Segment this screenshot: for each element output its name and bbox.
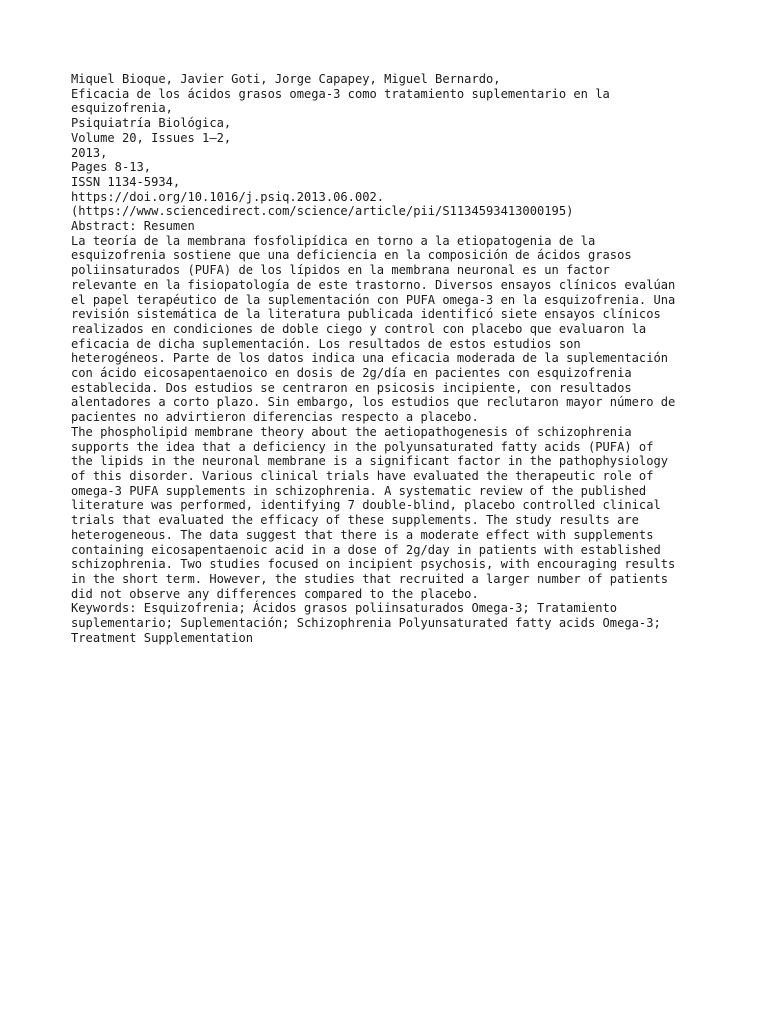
abstract-es-line: relevante en la fisiopatología de este trastorno. Diversos ensayos clínicos evalúan [71, 277, 676, 292]
abstract-es-line: establecida. Dos estudios se centraron en psicosis incipiente, con resultados [71, 380, 632, 395]
abstract-es-line: poliinsaturados (PUFA) de los lípidos en la membrana neuronal es un factor [71, 263, 610, 278]
keywords-line: suplementario; Suplementación; Schizophrenia Polyunsaturated fatty acids Omega-3; [71, 616, 661, 631]
abstract-en-line: in the short term. However, the studies that recruited a larger number of patients [71, 571, 669, 586]
doi-line: https://doi.org/10.1016/j.psiq.2013.06.002. [71, 189, 385, 204]
abstract-en-line: of this disorder. Various clinical trials have evaluated the therapeutic role of [71, 468, 654, 483]
abstract-es-line: con ácido eicosapentaenoico en dosis de 2g/día en pacientes con esquizofrenia [71, 366, 632, 381]
title-line-1: Eficacia de los ácidos grasos omega-3 como tratamiento suplementario en la [71, 86, 610, 101]
pages-line: Pages 8-13, [71, 160, 152, 175]
abstract-spanish [71, 234, 728, 425]
abstract-label: Abstract: Resumen [71, 219, 195, 234]
year-line: 2013, [71, 145, 108, 160]
abstract-english [71, 425, 728, 601]
url-line: (https://www.sciencedirect.com/science/article/pii/S1134593413000195) [71, 204, 574, 219]
authors-line: Miquel Bioque, Javier Goti, Jorge Capapey, Miguel Bernardo, [71, 72, 501, 86]
keywords-block [71, 601, 728, 645]
abstract-es-line: La teoría de la membrana fosfolipídica en torno a la etiopatogenia de la [71, 233, 596, 248]
abstract-en-line: trials that evaluated the efficacy of these supplements. The study results are [71, 513, 639, 528]
abstract-en-line: The phospholipid membrane theory about the aetiopathogenesis of schizophrenia [71, 424, 632, 439]
journal-line: Psiquiatría Biológica, [71, 116, 232, 131]
abstract-es-line: esquizofrenia sostiene que una deficiencia en la composición de ácidos grasos [71, 248, 632, 263]
abstract-es-line: eficacia de dicha suplementación. Los resultados de estos estudios son [71, 336, 581, 351]
abstract-en-line: containing eicosapentaenoic acid in a dose of 2g/day in patients with established [71, 542, 661, 557]
abstract-es-line: pacientes no advirtieron diferencias respecto a placebo. [71, 410, 479, 425]
title-line-2: esquizofrenia, [71, 101, 173, 116]
abstract-en-line: did not observe any differences compared to the placebo. [71, 586, 479, 601]
abstract-en-line: the lipids in the neuronal membrane is a significant factor in the pathophysiology [71, 454, 669, 469]
abstract-es-line: realizados en condiciones de doble ciego y control con placebo que evaluaron la [71, 321, 647, 336]
abstract-en-line: literature was performed, identifying 7 double-blind, placebo controlled clinical [71, 498, 661, 513]
abstract-es-line: alentadores a corto plazo. Sin embargo, los estudios que reclutaron mayor número de [71, 395, 676, 410]
abstract-es-line: revisión sistemática de la literatura publicada identificó siete ensayos clínicos [71, 307, 661, 322]
keywords-line: Treatment Supplementation [71, 630, 254, 645]
issn-line: ISSN 1134-5934, [71, 174, 181, 189]
citation-block [71, 72, 728, 234]
abstract-es-line: el papel terapéutico de la suplementación con PUFA omega-3 en la esquizofrenia. Una [71, 292, 676, 307]
volume-line: Volume 20, Issues 1–2, [71, 130, 232, 145]
abstract-en-line: omega-3 PUFA supplements in schizophrenia. A systematic review of the published [71, 483, 647, 498]
abstract-en-line: heterogeneous. The data suggest that there is a moderate effect with supplements [71, 527, 654, 542]
keywords-line: Keywords: Esquizofrenia; Ácidos grasos poliinsaturados Omega-3; Tratamiento [71, 601, 618, 616]
abstract-en-line: supports the idea that a deficiency in the polyunsaturated fatty acids (PUFA) of [71, 439, 654, 454]
abstract-es-line: heterogéneos. Parte de los datos indica una eficacia moderada de la suplementación [71, 351, 669, 366]
abstract-en-line: schizophrenia. Two studies focused on incipient psychosis, with encouraging results [71, 557, 676, 572]
